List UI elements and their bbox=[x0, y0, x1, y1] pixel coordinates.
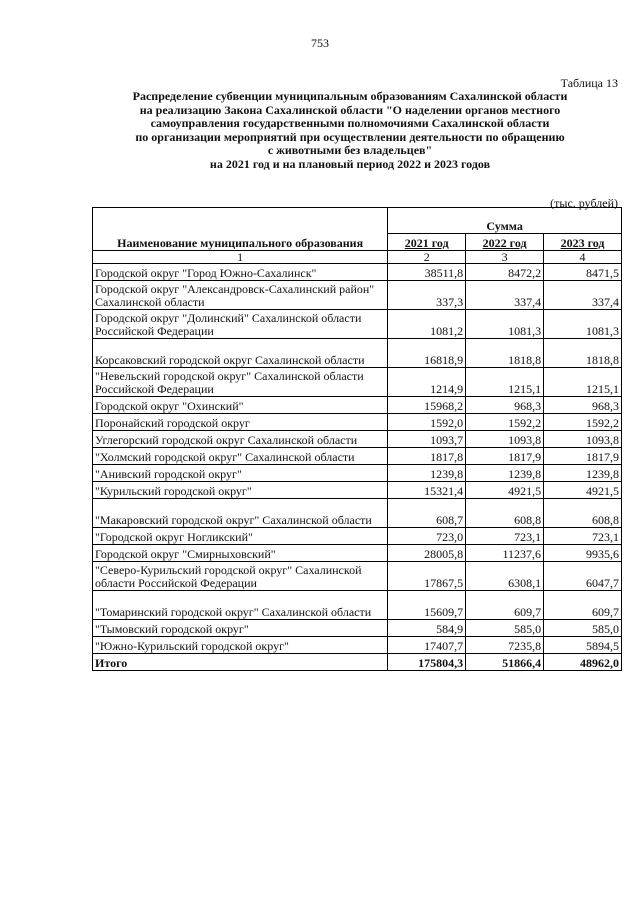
title-line: самоуправления государственными полномочиями Сахалинской области bbox=[150, 116, 550, 131]
value-2021: 1239,8 bbox=[388, 465, 466, 482]
table-row bbox=[93, 528, 622, 545]
municipality-name: "Томаринский городской округ" Сахалинской области bbox=[93, 591, 388, 620]
municipality-name: "Тымовский городской округ" bbox=[93, 620, 388, 637]
value-2023: 8471,5 bbox=[544, 264, 622, 281]
municipality-name: "Холмский городской округ" Сахалинской области bbox=[93, 448, 388, 465]
column-index: 3 bbox=[466, 251, 544, 264]
value-2021: 15321,4 bbox=[388, 482, 466, 499]
table-row bbox=[93, 264, 622, 281]
value-2021: 1214,9 bbox=[388, 368, 466, 397]
value-2023: 585,0 bbox=[544, 620, 622, 637]
table-row bbox=[93, 545, 622, 562]
unit-label: (тыс. рублей) bbox=[550, 196, 618, 210]
value-2022: 608,8 bbox=[466, 499, 544, 528]
value-2023: 1093,8 bbox=[544, 431, 622, 448]
table-row bbox=[93, 397, 622, 414]
table-row bbox=[93, 465, 622, 482]
value-2023: 608,8 bbox=[544, 499, 622, 528]
value-2022: 1817,9 bbox=[466, 448, 544, 465]
title-line: на реализацию Закона Сахалинской области "О наделении органов местного bbox=[139, 102, 561, 117]
value-2021: 17867,5 bbox=[388, 562, 466, 591]
value-2023: 1818,8 bbox=[544, 339, 622, 368]
value-2021: 723,0 bbox=[388, 528, 466, 545]
table-row bbox=[93, 414, 622, 431]
municipality-name: Углегорский городской округ Сахалинской области bbox=[93, 431, 388, 448]
value-2023: 1215,1 bbox=[544, 368, 622, 397]
total-row bbox=[93, 654, 622, 671]
value-2022: 337,4 bbox=[466, 281, 544, 310]
header-year-2023: 2023 год bbox=[544, 233, 622, 250]
value-2021: 15968,2 bbox=[388, 397, 466, 414]
municipality-name: Городской округ "Долинский" Сахалинской области Российской Федерации bbox=[93, 310, 388, 339]
value-2022: 6308,1 bbox=[466, 562, 544, 591]
municipality-name: Городской округ "Охинский" bbox=[93, 397, 388, 414]
value-2022: 1215,1 bbox=[466, 368, 544, 397]
table-row bbox=[93, 620, 622, 637]
value-2023: 9935,6 bbox=[544, 545, 622, 562]
value-2022: 1081,3 bbox=[466, 310, 544, 339]
value-2023: 723,1 bbox=[544, 528, 622, 545]
title-line: по организации мероприятий при осуществлении деятельности по обращению bbox=[135, 129, 565, 144]
value-2022: 585,0 bbox=[466, 620, 544, 637]
municipality-name: "Южно-Курильский городской округ" bbox=[93, 637, 388, 654]
municipality-name: "Анивский городской округ" bbox=[93, 465, 388, 482]
header-year-2022: 2022 год bbox=[466, 233, 544, 250]
column-index: 4 bbox=[544, 251, 622, 264]
value-2021: 16818,9 bbox=[388, 339, 466, 368]
table-row bbox=[93, 368, 622, 397]
value-2021: 584,9 bbox=[388, 620, 466, 637]
municipality-name: Поронайский городской округ bbox=[93, 414, 388, 431]
document-title bbox=[110, 90, 590, 172]
subvention-table bbox=[92, 207, 622, 671]
value-2021: 1093,7 bbox=[388, 431, 466, 448]
title-line: Распределение субвенции муниципальным образованиям Сахалинской области bbox=[132, 89, 568, 103]
value-2023: 1081,3 bbox=[544, 310, 622, 339]
value-2023: 337,4 bbox=[544, 281, 622, 310]
header-sum: Сумма bbox=[388, 208, 622, 234]
title-line: с животными без владельцев" bbox=[267, 143, 433, 158]
value-2022: 1592,2 bbox=[466, 414, 544, 431]
value-2021: 15609,7 bbox=[388, 591, 466, 620]
title-line: на 2021 год и на плановый период 2022 и 2023 годов bbox=[209, 156, 491, 171]
value-2023: 4921,5 bbox=[544, 482, 622, 499]
table-row bbox=[93, 339, 622, 368]
municipality-name: Городской округ "Александровск-Сахалинский район" Сахалинской области bbox=[93, 281, 388, 310]
value-2022: 1818,8 bbox=[466, 339, 544, 368]
value-2021: 38511,8 bbox=[388, 264, 466, 281]
table-row bbox=[93, 482, 622, 499]
value-2023: 6047,7 bbox=[544, 562, 622, 591]
value-2021: 17407,7 bbox=[388, 637, 466, 654]
value-2023: 1817,9 bbox=[544, 448, 622, 465]
total-2023: 48962,0 bbox=[544, 654, 622, 671]
table-row bbox=[93, 637, 622, 654]
municipality-name: "Северо-Курильский городской округ" Сахалинской области Российской Федерации bbox=[93, 562, 388, 591]
total-2021: 175804,3 bbox=[388, 654, 466, 671]
value-2022: 723,1 bbox=[466, 528, 544, 545]
value-2023: 1239,8 bbox=[544, 465, 622, 482]
table-row bbox=[93, 281, 622, 310]
table-row bbox=[93, 591, 622, 620]
municipality-name: Корсаковский городской округ Сахалинской области bbox=[93, 339, 388, 368]
value-2021: 1592,0 bbox=[388, 414, 466, 431]
value-2021: 1817,8 bbox=[388, 448, 466, 465]
value-2022: 11237,6 bbox=[466, 545, 544, 562]
header-year-2021: 2021 год bbox=[388, 233, 466, 250]
table-row bbox=[93, 499, 622, 528]
value-2022: 609,7 bbox=[466, 591, 544, 620]
municipality-name: Городской округ "Смирныховский" bbox=[93, 545, 388, 562]
value-2022: 968,3 bbox=[466, 397, 544, 414]
table-row bbox=[93, 562, 622, 591]
total-2022: 51866,4 bbox=[466, 654, 544, 671]
table-row bbox=[93, 310, 622, 339]
table-row bbox=[93, 448, 622, 465]
municipality-name: "Городской округ Ногликский" bbox=[93, 528, 388, 545]
page-number: 753 bbox=[311, 36, 329, 50]
value-2022: 1239,8 bbox=[466, 465, 544, 482]
value-2021: 608,7 bbox=[388, 499, 466, 528]
municipality-name: "Курильский городской округ" bbox=[93, 482, 388, 499]
value-2023: 968,3 bbox=[544, 397, 622, 414]
column-index: 1 bbox=[93, 251, 388, 264]
municipality-name: "Невельский городской округ" Сахалинской области Российской Федерации bbox=[93, 368, 388, 397]
value-2021: 1081,2 bbox=[388, 310, 466, 339]
value-2021: 28005,8 bbox=[388, 545, 466, 562]
table-label: Таблица 13 bbox=[560, 76, 618, 90]
column-index: 2 bbox=[388, 251, 466, 264]
value-2023: 1592,2 bbox=[544, 414, 622, 431]
value-2023: 609,7 bbox=[544, 591, 622, 620]
table-row bbox=[93, 431, 622, 448]
total-label: Итого bbox=[93, 654, 388, 671]
value-2022: 4921,5 bbox=[466, 482, 544, 499]
value-2023: 5894,5 bbox=[544, 637, 622, 654]
value-2022: 1093,8 bbox=[466, 431, 544, 448]
value-2021: 337,3 bbox=[388, 281, 466, 310]
value-2022: 7235,8 bbox=[466, 637, 544, 654]
value-2022: 8472,2 bbox=[466, 264, 544, 281]
header-name: Наименование муниципального образования bbox=[93, 208, 388, 251]
municipality-name: Городской округ "Город Южно-Сахалинск" bbox=[93, 264, 388, 281]
municipality-name: "Макаровский городской округ" Сахалинской области bbox=[93, 499, 388, 528]
